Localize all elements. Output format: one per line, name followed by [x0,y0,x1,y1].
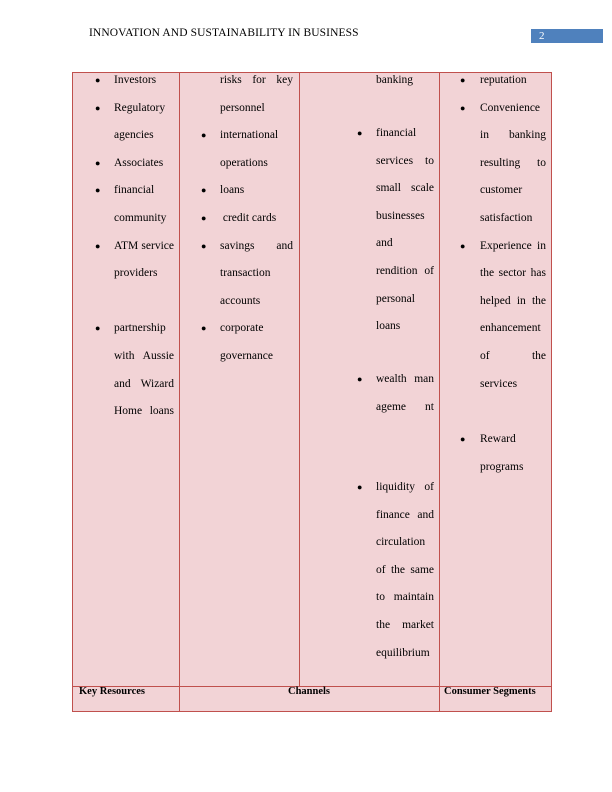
bullet-icon: ● [95,240,101,251]
list-item: corporate governance [220,322,273,362]
header-channels: Channels [287,686,330,697]
col-divider-3 [439,73,440,712]
header-consumer-segments: Consumer Segments [444,686,536,697]
bullet-icon: ● [95,323,101,334]
header-key-resources: Key Resources [79,686,145,697]
list-item: financial community [114,184,167,224]
list-item: liquidity of finance and circulation of the same to maintain the market equilibrium [376,481,434,659]
col-divider-1 [179,73,180,712]
list-item: ATM service providers [114,239,174,280]
bullet-icon: ● [357,128,363,138]
bullet-icon: ● [95,75,101,85]
list-item: loans [220,184,245,197]
bullet-icon: ● [95,102,101,113]
business-model-table [72,72,552,712]
bullet-icon: ● [201,323,207,334]
bullet-icon: ● [460,240,466,251]
list-item-continued: banking [376,74,414,86]
page-number: 2 [531,29,603,43]
bullet-icon: ● [201,185,207,196]
list-item: Regulatory agencies [114,101,166,142]
list-item: international operations [220,129,279,169]
bullet-icon: ● [95,157,101,168]
col-divider-2 [299,73,300,686]
list-item: Reward programs [480,433,524,473]
list-item: partnership with Aussie and Wizard Home loans [114,322,174,418]
list-item: Investors [114,74,157,86]
list-item: credit cards [220,212,277,224]
list-item: Convenience in banking resulting to customer satisfaction [480,101,546,224]
bullet-icon: ● [357,482,363,492]
bullet-icon: ● [460,434,466,445]
bullet-icon: ● [201,213,207,223]
bullet-icon: ● [201,130,207,141]
list-item: wealth manageme nt [376,373,434,413]
list-item: financial services to small scale businesses and rendition of personal loans [376,127,434,333]
running-header: INNOVATION AND SUSTAINABILITY IN BUSINESS [89,27,359,39]
bullet-icon: ● [95,185,101,196]
bullet-icon: ● [357,374,363,384]
list-item: Associates [114,156,164,169]
list-item: savings and transaction accounts [220,239,293,307]
list-item: reputation [480,74,527,86]
bullet-icon: ● [201,240,207,251]
bullet-icon: ● [460,75,466,85]
list-item-continued: risks for key personnel [220,74,293,114]
list-item: Experience in the sector has helped in the enhancement of the services [480,239,546,390]
bullet-icon: ● [460,102,466,113]
